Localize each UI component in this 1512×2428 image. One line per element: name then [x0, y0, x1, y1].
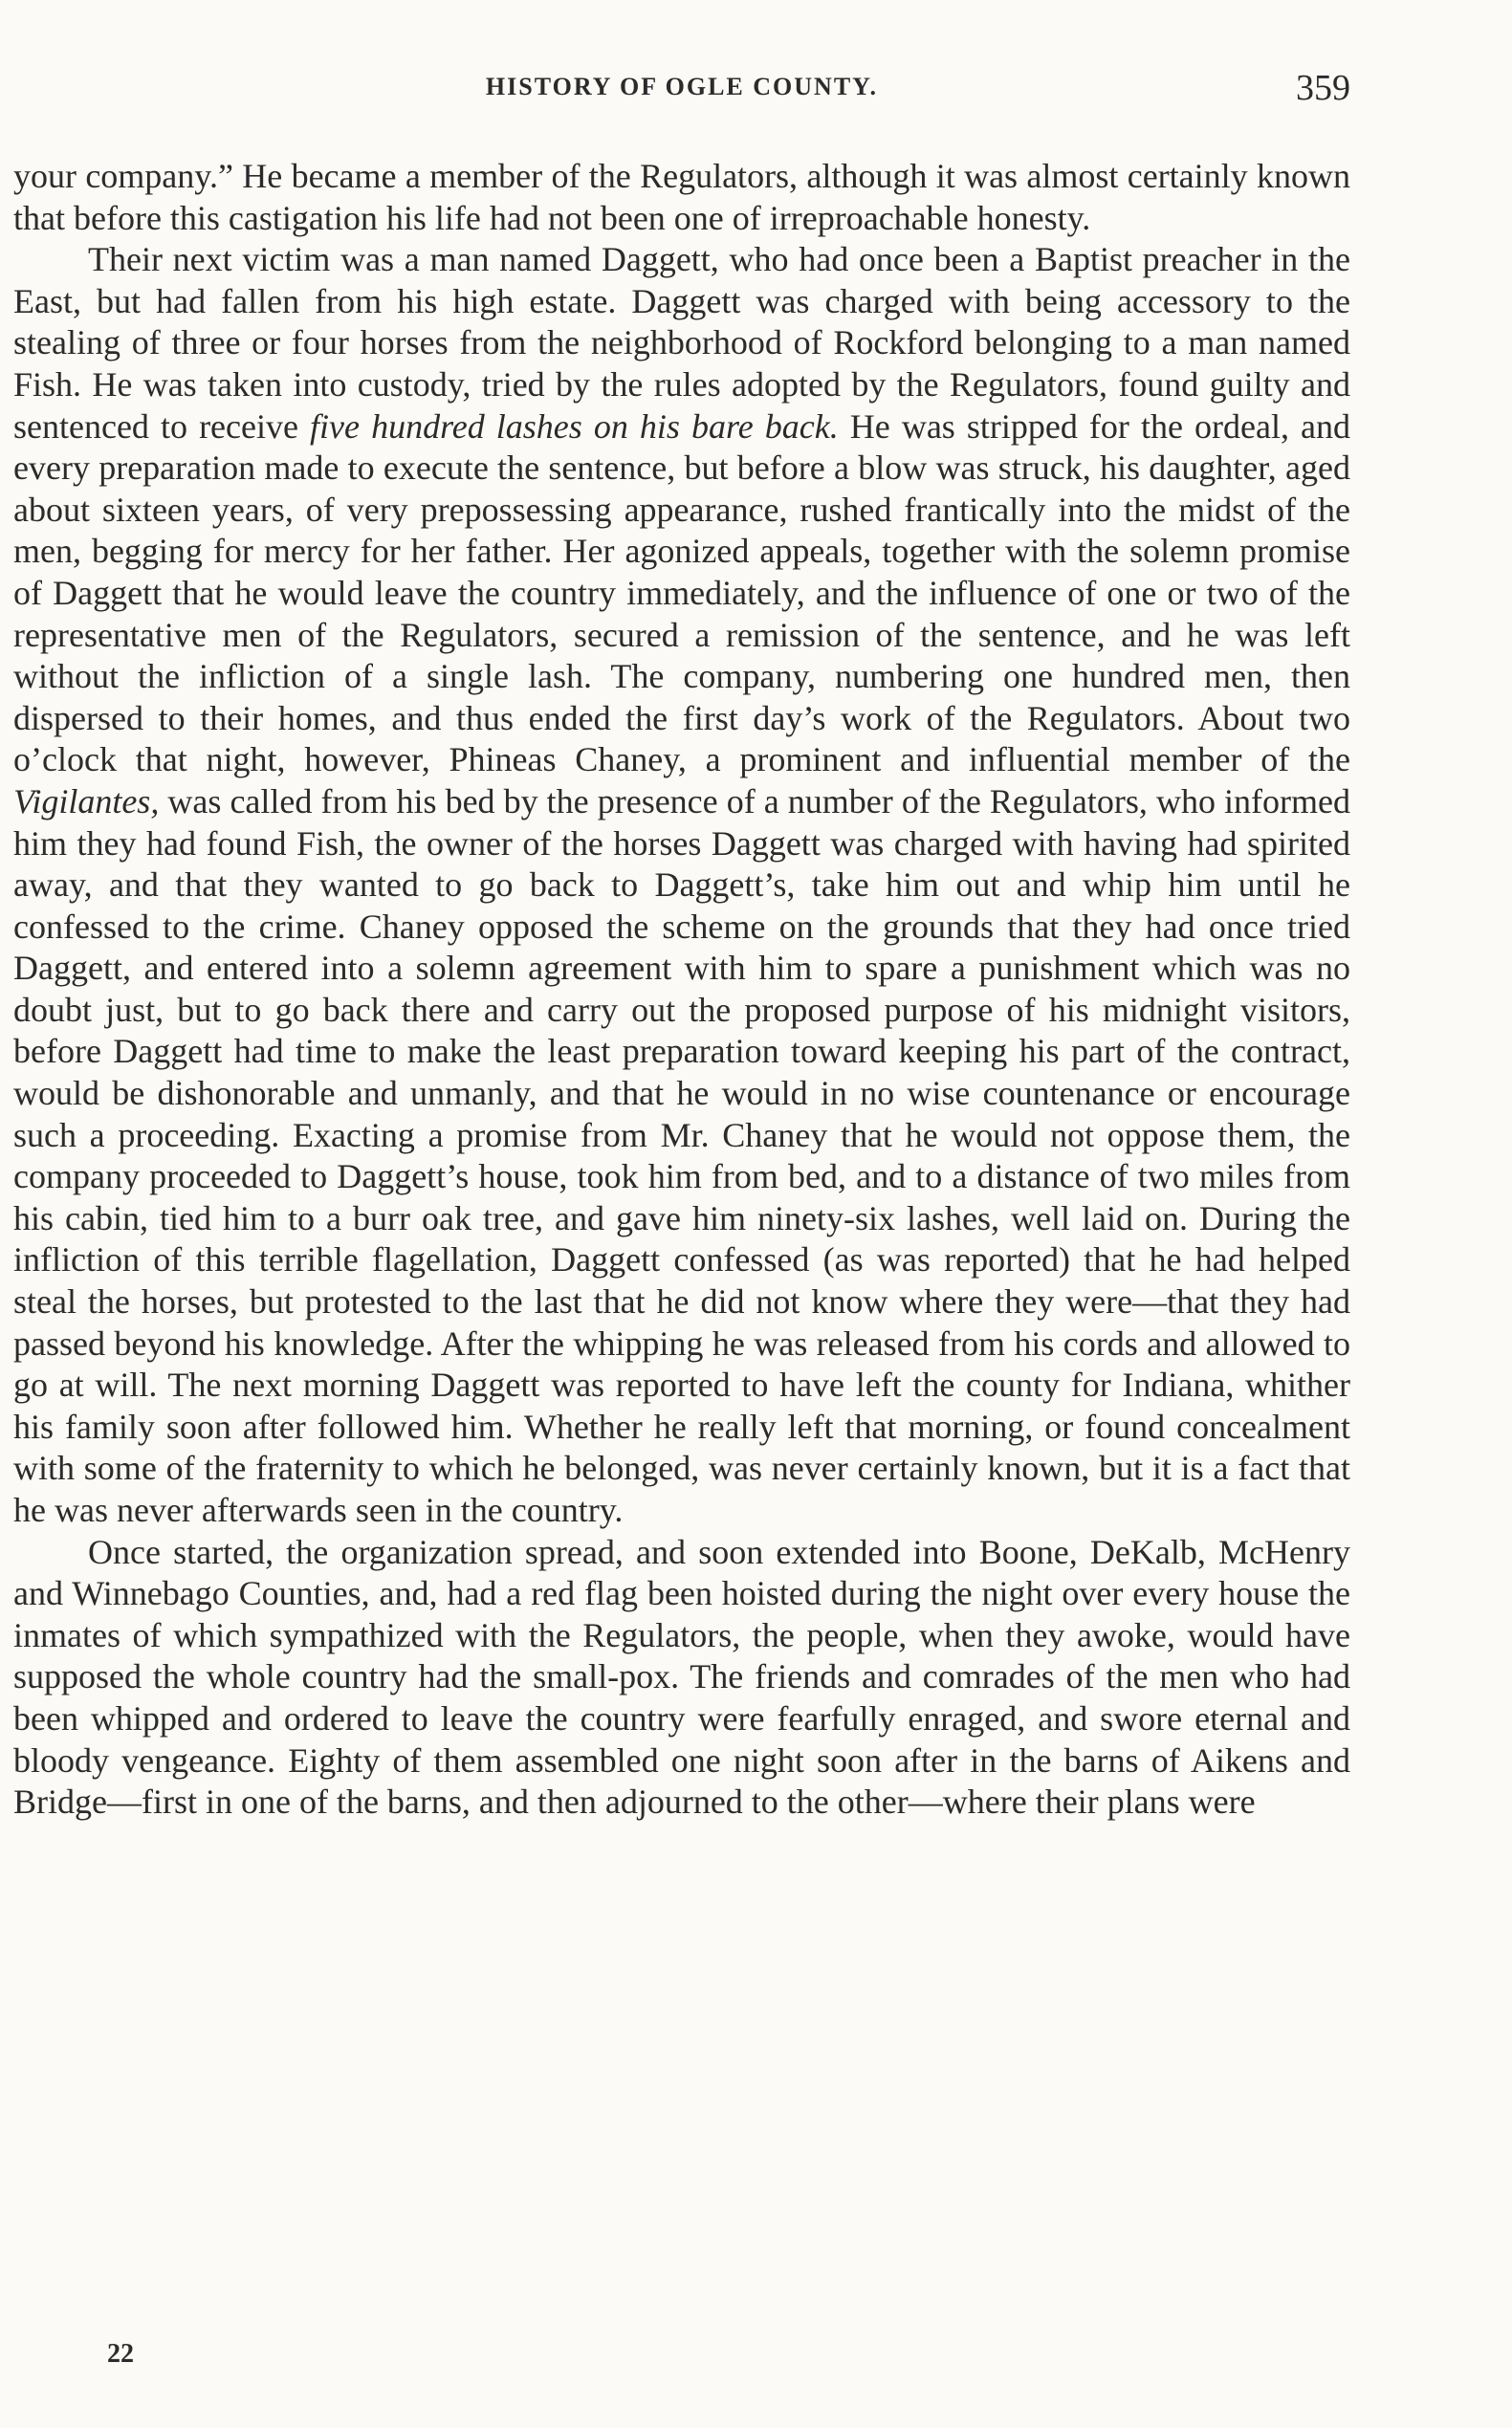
paragraph-3 — [13, 1532, 1350, 1824]
running-head: HISTORY OF OGLE COUNTY. — [485, 73, 879, 100]
italic-word-vigilantes: Vigilantes, — [13, 781, 160, 820]
paragraph-2 — [13, 239, 1350, 1531]
body-text — [13, 156, 1350, 1824]
paragraph-2-text-b: He was stripped for the ordeal, and every preparation made to execute the sentence, but before a blow was struck, his daughter, aged about sixteen years, of very prepossessing appearance, rushed frantically into the midst of the men, begging for mercy for her father. Her agonized appeals, together with the solemn promise of Daggett that he would leave the country immediately, and the influence of one or two of the representative men of the Regulators, secured a remission of the sentence, and he was left without the infliction of a single lash. The company, numbering one hundred men, then dispersed to their homes, and thus ended the first day’s work of the Regulators. About two o’clock that night, however, Phineas Chaney, a prominent and influential member of the — [13, 406, 1351, 779]
paragraph-3-text: Once started, the organization spread, and soon extended into Boone, DeKalb, McHenry and Winnebago Counties, and, had a red flag been hoisted during the night over every house the inmates of which sympathized with the Regulators, the people, when they awoke, would have supposed the whole country had the small-pox. The friends and comrades of the men who had been whipped and ordered to leave the country were fearfully enraged, and swore eternal and bloody vengeance. Eighty of them assembled one night soon after in the barns of Aikens and Bridge—first in one of the barns, and then adjourned to the other—where their plans were — [13, 1532, 1350, 1822]
page-number: 359 — [1296, 68, 1350, 108]
paragraph-2-text-a: Their next victim was a man named Daggett, who had once been a Baptist preacher in the East, but had fallen from his high estate. Daggett was charged with being accessory to the stealing of three or four horses from the neighborhood of Rockford belonging to a man named Fish. He was taken into custody, tried by the rules adopted by the Regulators, found guilty and sentenced to receive — [13, 240, 1350, 446]
paragraph-1 — [13, 156, 1350, 239]
paragraph-2-text-c: was called from his bed by the presence of a number of the Regulators, who informed him they had found Fish, the owner of the horses Daggett was charged with having had spirited away, and that they wanted to go back to Daggett’s, take him out and whip him until he confessed to the crime. Chaney opposed the scheme on the grounds that they had once tried Daggett, and entered into a solemn agreement with him to spare a punishment which was no doubt just, but to go back there and carry out the proposed purpose of his midnight visitors, before Daggett had time to make the least preparation toward keeping his part of the contract, would be dishonorable and unmanly, and that he would in no wise countenance or encourage such a proceeding. Exacting a promise from Mr. Chaney that he would not oppose them, the company proceeded to Daggett’s house, took him from bed, and to a distance of two miles from his cabin, tied him to a burr oak tree, and gave him ninety-six lashes, well laid on. During the infliction of this terrible flagellation, Daggett confessed (as was reported) that he had helped steal the horses, but protested to the last that he did not know where they were—that they had passed beyond his knowledge. After the whipping he was released from his cords and allowed to go at will. The next morning Daggett was reported to have left the county for Indiana, whither his family soon after followed him. Whether he really left that morning, or found concealment with some of the fraternity to which he belonged, was never certainly known, but it is a fact that he was never afterwards seen in the country. — [13, 781, 1350, 1529]
page-header — [13, 67, 1350, 115]
paragraph-1-text: your company.” He became a member of the Regulators, although it was almost certainly known that before this castigation his life had not been one of irreproachable honesty. — [13, 157, 1350, 237]
italic-phrase-lashes: five hundred lashes on his bare back. — [310, 406, 839, 446]
signature-mark: 22 — [107, 2339, 134, 2369]
